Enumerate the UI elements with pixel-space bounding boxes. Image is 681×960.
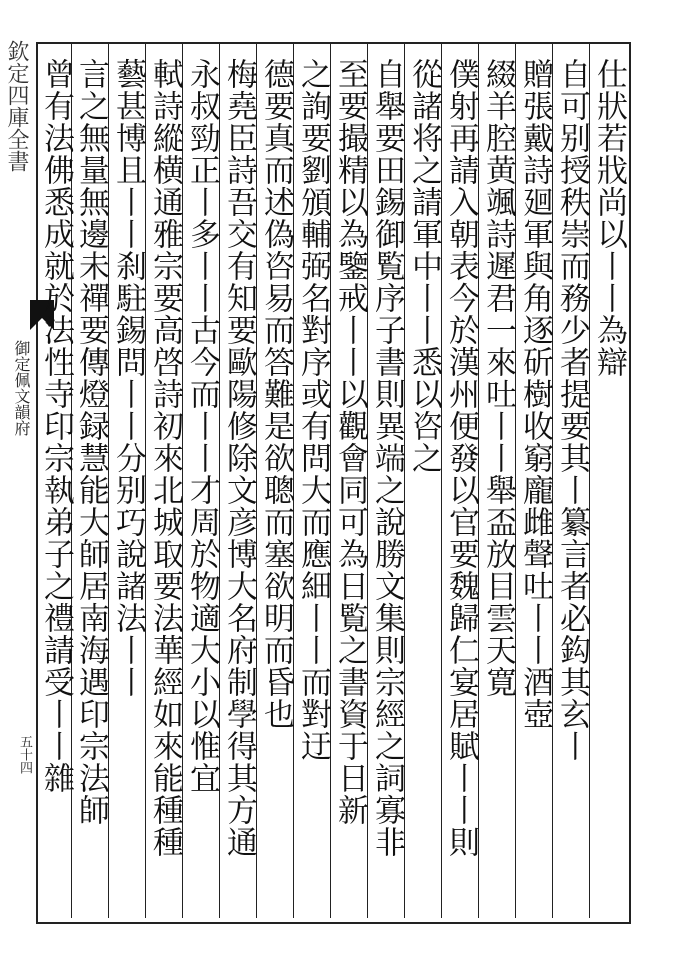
text-column-11: 梅堯臣詩吾交有知要歐陽修除文彦博大名府制學得其方通	[221, 58, 257, 858]
text-column-13: 軾詩縱横通雅宗要高啓詩初來北城取要法華經如來能種種	[147, 58, 183, 858]
text-column-6: 從諸将之請軍中丨丨悉以咨之	[406, 58, 442, 474]
text-column-10: 德要真而述偽咨易而答難是欲聰而塞欲明而昏也	[258, 58, 294, 730]
book-title: 御定佩文韻府	[12, 340, 31, 436]
text-column-5: 僕射再請入朝表今於漢州便發以官要魏歸仁宴居賦丨丨則	[443, 58, 479, 858]
text-column-8: 至要撮精以為鑒戒丨丨以觀會同可為日覧之書資于日新	[332, 58, 368, 826]
collection-title: 欽定四庫全書	[4, 40, 29, 172]
text-column-7: 自舉要田錫御覧序子書則異端之說勝文集則宗經之詞寡非	[369, 58, 405, 858]
text-column-12: 永叔勁正丨多丨丨古今而丨丨才周於物適大小以惟宜	[184, 58, 220, 794]
text-column-4: 綴羊腔黄颯詩遲君一來吐丨丨舉盃放目雲天寛	[480, 58, 516, 698]
text-column-3: 贈張戴詩廻軍與角逐斫樹收窮龐雌聲吐丨丨酒壺	[517, 58, 553, 730]
text-column-16: 曾有法佛悉成就於法性寺印宗執弟子之禮請受丨丨雜	[38, 58, 74, 794]
text-column-9: 之詢要劉頒輔弼名對序或有問大而應細丨丨而對迂	[295, 58, 331, 762]
text-column-2: 自可别授秩崇而務少者提要其丨纂言者必鈎其玄丨	[554, 58, 590, 762]
page-number: 五十四	[17, 735, 32, 774]
text-column-1: 仕狀若戕尚以丨丨為辯	[591, 58, 627, 378]
text-column-14: 藝甚博且丨丨刹駐錫問丨丨分别巧說諸法丨丨	[110, 58, 146, 698]
text-column-15: 言之無量無邊未禪要傳燈録慧能大師居南海遇印宗法師	[73, 58, 109, 826]
